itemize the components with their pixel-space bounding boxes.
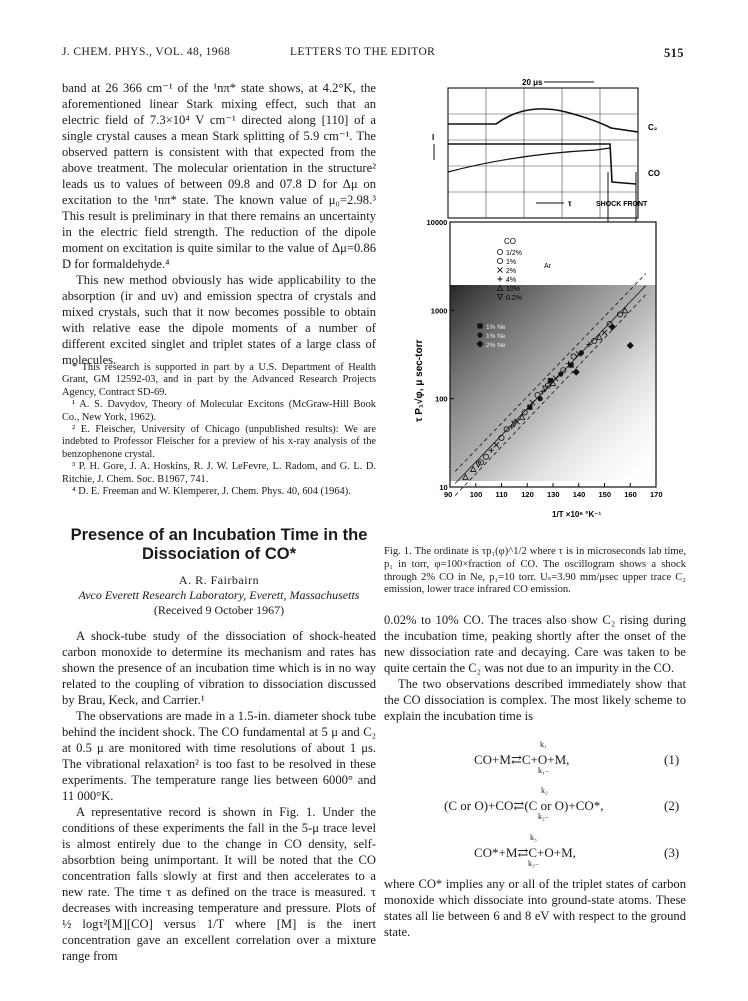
tau-label: τ [568,199,572,208]
x-tick-label: 90 [444,490,453,499]
scatter-chart [414,218,663,519]
legend-marker [477,332,482,337]
rate-constant: k₁₋ [538,766,550,775]
paragraph: 0.02% to 10% CO. The traces also show C₂ rising during the incubation time, peaking shortly after the onset of the new dissociation rate and decaying. Care was taken to be quite certain the C₂ was not due to an impurity in the CO. [384,613,686,675]
section-header: LETTERS TO THE EDITOR [290,46,436,58]
legend-marker [497,249,502,254]
figure-caption: Fig. 1. The ordinate is τp₁(φ)^1/2 where τ is in microseconds lab time, p₁ in torr, φ=100×fraction of CO. The oscillogram shows a shock through 2% CO in Ne, p₁=10 torr. Uₛ=3.90 mm/μsec upper trace C₂ emission, lower trace infrared CO emission. [384,546,686,596]
x-tick-label: 110 [495,490,508,499]
c2-trace-label: C₂ [648,123,658,132]
legend-marker [497,276,502,281]
legend-marker [477,323,482,328]
received-date: (Received 9 October 1967) [153,603,285,617]
equation-number: (3) [664,845,680,860]
y-tick-label: 100 [435,394,448,404]
legend-label: 1% [506,259,517,266]
footnotes [62,362,376,498]
rate-constant: k₁ [540,740,547,749]
equation-number: (1) [664,752,680,767]
legend-label: 10% [506,286,521,293]
x-axis-ticks [444,483,663,499]
legend-label: 2% Ne [486,342,506,349]
y-tick-label: 1000 [430,306,448,316]
oscillogram [432,78,660,222]
paragraph: A representative record is shown in Fig. 1. Under the conditions of these experiments the fall in the 5-μ trace level is almost entirely due to the change in CO density, self-absorbtion being unimportant. It will be noted that the CO concentration falls slowly at first and then accelerates to a new rate. The time τ as defined on the trace is measured. τ decreases with increasing temperature and pressure. Plots of ½ logτ²[M][CO] versus 1/T where [M] is the inert concentration gave an excellent correlation over a mixture range from [62,805,376,963]
paragraph: The observations are made in a 1.5-in. diameter shock tube behind the incident shock. The CO fundamental at 5 μ and C₂ at 0.5 μ are monitored with time resolutions of about 1 μs. The vibrational relaxation² is too fast to be resolved in these experiments. The temperature range lies between 6000° and 11 000°K. [62,709,376,803]
rate-constant: k₂ [541,786,548,795]
x-tick-label: 160 [624,490,637,499]
legend-label: 2% [506,268,517,275]
left-top-text [62,80,376,368]
data-point [568,362,573,367]
legend-title: CO [504,237,516,246]
legend-ar [497,249,522,302]
data-point [579,350,584,355]
figure-1 [396,72,696,592]
legend-label: 1/2% [506,250,522,257]
legend-label: 1% Ne [486,333,506,340]
y-axis-label: τ P₁√φ, μ sec-torr [414,339,425,422]
shock-front-label: SHOCK FRONT [596,201,648,208]
x-tick-label: 140 [572,490,586,499]
data-point [548,378,553,383]
footnote: * This research is supported in part by a U.S. Department of Health Grant, GM 12592-03, and in part by the Advanced Research Projects Agency, Contract SD-69. [62,362,376,398]
x-axis-label: 1/T ×10⁶ °K⁻¹ [552,510,602,519]
data-point [558,371,563,376]
footnote: ⁴ D. E. Freeman and W. Klemperer, J. Chem. Phys. 40, 604 (1964). [72,486,351,498]
data-point [538,396,543,401]
legend-marker [497,258,502,263]
article-title: Presence of an Incubation Time in the Dissociation of CO* [70,526,368,563]
paragraph: This new method obviously has wide applicability to the absorption (ir and uv) and emission spectra of crystals and mixed crystals, such that it now becomes possible to obtain with relative ease the dipole moments of a number of different excited singlet and triplet states of a large class of molecules. [62,273,376,367]
equation-expression: CO*+M⇄C+O+M, [474,845,576,860]
footnote: ¹ A. S. Davydov, Theory of Molecular Excitons (McGraw-Hill Book Co., New York, 1962). [62,399,376,423]
rate-constant: k₃₋ [528,859,540,868]
footnote: ³ P. H. Gore, J. A. Hoskins, R. J. W. LeFevre, L. Radom, and G. L. D. Ritchie, J. Chem. Soc. B1967, 741. [62,461,376,485]
x-tick-label: 150 [598,490,612,499]
right-body-text [384,612,686,724]
article-author: A. R. Fairbairn [178,573,260,587]
rate-constant: k₂₋ [538,812,550,821]
left-body-text [62,628,376,964]
y-tick-label: 10 [439,483,448,492]
article-affiliation: Avco Everett Research Laboratory, Everett, Massachusetts [78,588,360,602]
paragraph: band at 26 366 cm⁻¹ of the ¹nπ* state shows, at 4.2°K, the aforementioned linear Stark mixing effect, such that an electric field of 7.3×10⁴ V cm⁻¹ directed along [110] of a single crystal causes a mean Stark splitting of 5.9 cm⁻¹. The observed pattern is consistent with that expected from the above treatment. The molecular orientation in the structure² leads us to values of between 09.8 and 07.8 D for Δμ on excitation to the ¹nπ* state. The known value of μ₀=2.98.³ This result is preliminary in that there remains an uncertainty in the electric field strength. The reduction of the dipole moment on excitation is quite similar to the value of Δμ=0.86 D for formaldehyde.⁴ [62,81,376,271]
legend-label: 1% Ne [486,324,506,331]
co-trace-label: CO [648,169,660,178]
equation-expression: (C or O)+CO⇄(C or O)+CO*, [444,798,604,813]
footnote: ² E. Fleischer, University of Chicago (unpublished results): We are indebted to Professor Fleischer for a preview of his x-ray analysis of the benzophenone crystal. [62,424,376,460]
legend-marker [497,267,502,272]
page-number: 515 [664,46,684,60]
x-tick-label: 120 [521,490,534,499]
legend-ne [476,323,505,349]
legend-ar-group-label: Ar [544,263,551,270]
intensity-label: I [432,133,435,142]
x-tick-label: 130 [547,490,560,499]
paragraph: The two observations described immediately show that the CO dissociation is complex. The most likely scheme to explain the incubation time is [384,677,686,723]
equation-number: (2) [664,798,680,813]
y-tick-label: 10000 [426,218,448,227]
legend-label: 0.2% [506,295,522,302]
data-point [527,405,532,410]
equation-expression: CO+M⇄C+O+M, [474,752,570,767]
right-body-conclusion [384,876,686,940]
x-tick-label: 100 [469,490,483,499]
time-scale-label: 20 μs [522,78,543,87]
x-tick-label: 170 [650,490,663,499]
legend-label: 4% [506,277,517,284]
paragraph: A shock-tube study of the dissociation of shock-heated carbon monoxide to determine its mechanism and rates has shown the presence of an incubation time which is in no way related to the coupling of vibration to dissociation discussed by Brau, Keck, and Carrier.¹ [62,629,376,707]
journal-header: J. CHEM. PHYS., VOL. 48, 1968 [62,46,231,58]
paragraph: where CO* implies any or all of the triplet states of carbon monoxide which dissociate into ground-state atoms. These states all lie between 6 and 8 eV with respect to the ground state. [384,877,686,939]
rate-constant: k₃ [530,833,537,842]
